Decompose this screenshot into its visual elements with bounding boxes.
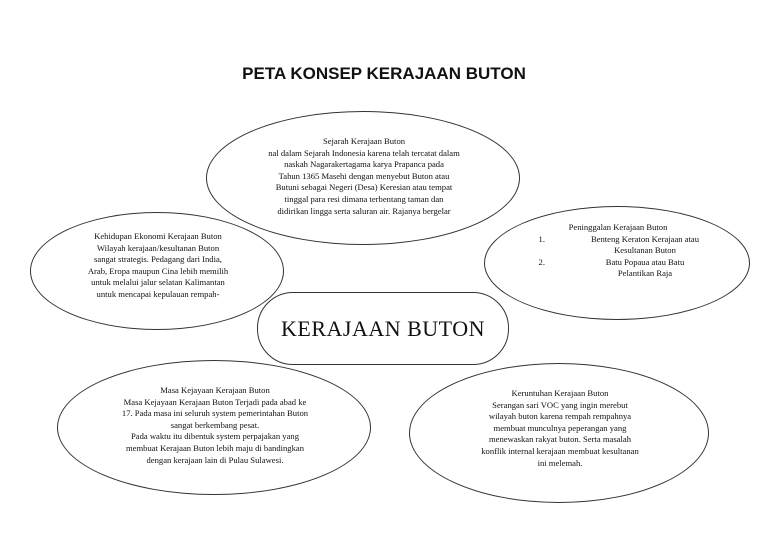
sejarah-line: Butuni sebagai Negeri (Desa) Keresian atau tempat [275, 182, 453, 193]
keruntuhan-line: konflik internal kerajaan membuat kesultanan [481, 445, 639, 456]
kejayaan-heading: Masa Kejayaan Kerajaan Buton [160, 385, 270, 395]
ekonomi-line: Wilayah kerajaan/kesultanan Buton [96, 242, 220, 253]
ekonomi-line: untuk melalui jalur selatan Kalimantan [91, 277, 225, 288]
ekonomi-heading: Kehidupan Ekonomi Kerajaan Buton [94, 231, 222, 241]
node-kejayaan [57, 360, 371, 495]
keruntuhan-heading: Keruntuhan Kerajaan Buton [511, 388, 609, 398]
node-peninggalan [484, 206, 750, 320]
list-number: 1. [538, 233, 545, 244]
ekonomi-line: Arab, Eropa maupun Cina lebih memilih [87, 265, 229, 276]
kejayaan-line: Masa Kejayaan Kerajaan Buton Terjadi pada abad ke [123, 396, 307, 407]
ekonomi-line: untuk mencapai kepulauan rempah- [96, 288, 220, 299]
sejarah-line: didirikan lingga serta saluran air. Rajanya bergelar [277, 205, 451, 216]
peninggalan-heading: Peninggalan Kerajaan Buton [568, 222, 668, 232]
kejayaan-line: membuat Kerajaan Buton lebih maju di bandingkan [125, 442, 305, 453]
sejarah-line: tinggal para resi dimana terbentang taman dan [284, 193, 444, 204]
sejarah-line: naskah Nagarakertagama karya Prapanca pada [284, 159, 444, 170]
list-item [529, 234, 739, 257]
center-node [257, 292, 509, 365]
list-line: Batu Popaua atau Batu [605, 256, 685, 267]
keruntuhan-line: ini melemah. [537, 457, 583, 468]
list-line: Kesultanan Buton [614, 245, 676, 256]
node-keruntuhan [409, 363, 709, 503]
list-number: 2. [538, 256, 545, 267]
kejayaan-line: dengan kerajaan lain di Pulau Sulawesi. [146, 454, 284, 465]
sejarah-line: Tahun 1365 Masehi dengan menyebut Buton atau [278, 170, 450, 181]
list-item [529, 257, 739, 280]
keruntuhan-line: Serangan sari VOC yang ingin merebut [492, 399, 628, 410]
sejarah-heading: Sejarah Kerajaan Buton [322, 136, 406, 146]
kejayaan-line: sangat berkembang pesat. [170, 419, 260, 430]
kejayaan-line: Pada waktu itu dibentuk system perpajakan yang [130, 431, 299, 442]
keruntuhan-line: menewaskan rakyat buton. Serta masalah [489, 434, 631, 445]
keruntuhan-line: membuat munculnya peperangan yang [493, 422, 627, 433]
center-label: KERAJAAN BUTON [281, 315, 485, 341]
kejayaan-line: 17. Pada masa ini seluruh system pemerintahan Buton [121, 408, 309, 419]
sejarah-line: nal dalam Sejarah Indonesia karena telah tercatat dalam [268, 147, 460, 158]
peninggalan-list [529, 234, 739, 280]
list-line: Benteng Keraton Kerajaan atau [590, 233, 700, 244]
page-title: PETA KONSEP KERAJAAN BUTON [242, 64, 526, 83]
node-sejarah [206, 111, 520, 245]
node-ekonomi [30, 212, 284, 330]
list-line: Pelantikan Raja [617, 268, 673, 279]
ekonomi-line: sangat strategis. Pedagang dari India, [94, 254, 222, 265]
keruntuhan-line: wilayah buton karena rempah rempahnya [488, 411, 632, 422]
